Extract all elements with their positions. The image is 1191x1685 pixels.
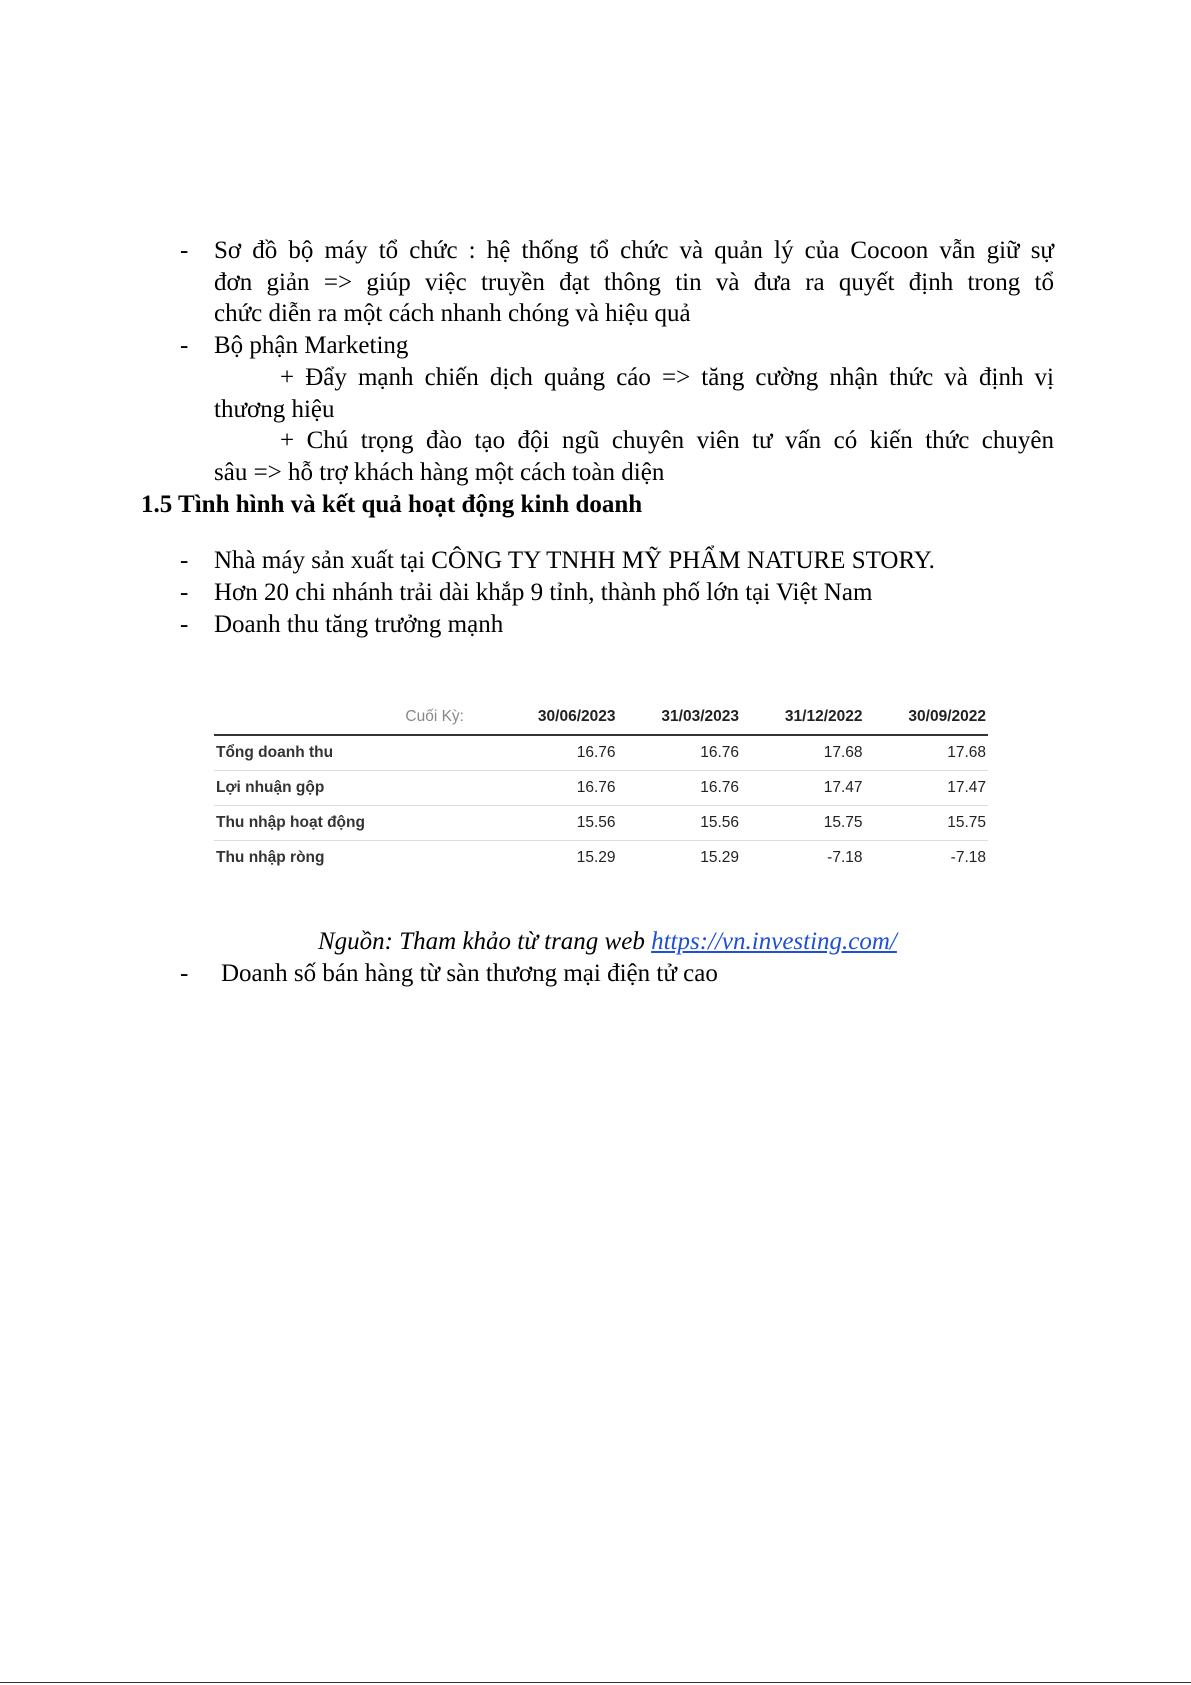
bullet-ecommerce-sales: Doanh số bán hàng từ sàn thương mại điện tử cao <box>221 960 718 987</box>
table-column-header: 30/06/2023 <box>494 700 618 735</box>
source-prefix: Nguồn: Tham khảo từ trang web <box>318 928 652 955</box>
text-line: sâu => hỗ trợ khách hàng một cách toàn diện <box>214 458 665 486</box>
bullet-marker: - <box>180 579 189 606</box>
table-row <box>214 735 988 771</box>
table-column-header: 30/09/2022 <box>865 700 989 735</box>
table-header-label: Cuối Kỳ: <box>214 700 494 735</box>
table-cell: 16.76 <box>618 735 742 771</box>
source-link[interactable]: https://vn.investing.com/ <box>651 928 897 955</box>
table-cell: 15.75 <box>741 806 865 841</box>
financial-table <box>214 700 988 875</box>
bullet-marketing: Bộ phận Marketing <box>214 332 409 359</box>
table-cell: 15.29 <box>576 849 616 866</box>
table-cell: 16.76 <box>494 735 618 771</box>
table-cell: 17.47 <box>741 771 865 806</box>
bullet-branches: Hơn 20 chi nhánh trải dài khắp 9 tỉnh, thành phố lớn tại Việt Nam <box>214 579 873 606</box>
table-cell: -7.18 <box>827 849 863 866</box>
marketing-point-training <box>214 425 1054 488</box>
table-cell: 16.76 <box>618 771 742 806</box>
table-row-label: Thu nhập hoạt động <box>214 806 494 841</box>
text-line: chức diễn ra một cách nhanh chóng và hiệu quả <box>214 300 691 327</box>
table-cell: 15.56 <box>494 806 618 841</box>
table-cell: 17.68 <box>865 735 989 771</box>
table-column-header: 31/12/2022 <box>741 700 865 735</box>
table-column-header: 31/03/2023 <box>618 700 742 735</box>
bullet-org-structure <box>214 235 1054 330</box>
table-cell: 17.68 <box>741 735 865 771</box>
text-line: Sơ đồ bộ máy tổ chức : hệ thống tổ chức và quản lý của Cocoon vẫn giữ sự <box>214 237 1054 264</box>
table-cell: 17.47 <box>865 771 989 806</box>
bullet-marker: - <box>180 960 189 987</box>
table-cell: -7.18 <box>950 849 986 866</box>
table-cell: 16.76 <box>494 771 618 806</box>
marketing-point-advertising <box>214 362 1054 425</box>
bullet-revenue-growth: Doanh thu tăng trưởng mạnh <box>214 611 504 638</box>
source-caption <box>318 926 897 958</box>
text-line: đơn giản => giúp việc truyền đạt thông tin và đưa ra quyết định trong tổ <box>214 268 1054 296</box>
bullet-marker: - <box>180 547 189 574</box>
table-row <box>214 841 988 876</box>
section-heading: 1.5 Tình hình và kết quả hoạt động kinh doanh <box>141 491 643 518</box>
table-row-label: Thu nhập ròng <box>216 849 325 866</box>
text-line: + Chú trọng đào tạo đội ngũ chuyên viên tư vấn có kiến thức chuyên <box>280 427 1054 454</box>
bullet-factory: Nhà máy sản xuất tại CÔNG TY TNHH MỸ PHẨM NATURE STORY. <box>214 547 935 574</box>
table-cell: 15.75 <box>865 806 989 841</box>
bullet-marker: - <box>180 332 189 359</box>
table-cell: 15.56 <box>618 806 742 841</box>
table-row-label: Lợi nhuận gộp <box>214 771 494 806</box>
table-header-row <box>214 700 988 735</box>
text-line: + Đẩy mạnh chiến dịch quảng cáo => tăng cường nhận thức và định vị <box>280 364 1054 391</box>
bullet-marker: - <box>180 237 189 264</box>
table-row <box>214 806 988 841</box>
text-line: thương hiệu <box>214 395 335 423</box>
page-bottom-rule <box>0 1682 1191 1683</box>
table-row-label: Tổng doanh thu <box>214 735 494 771</box>
bullet-marker: - <box>180 611 189 638</box>
table-cell: 15.29 <box>700 849 739 866</box>
table-row <box>214 771 988 806</box>
